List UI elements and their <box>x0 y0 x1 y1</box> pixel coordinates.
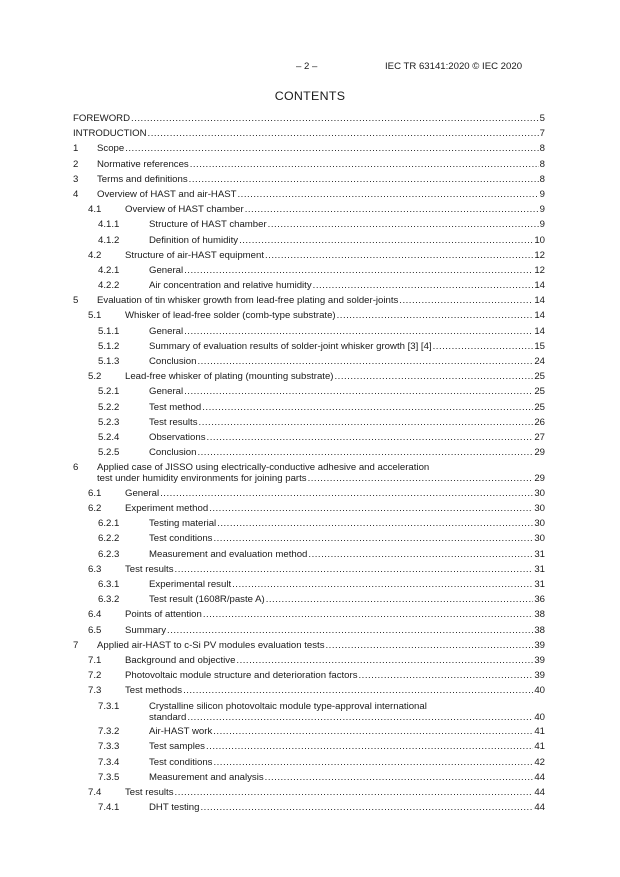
toc-entry[interactable] <box>73 533 545 548</box>
toc-entry-title: Summary <box>125 624 167 636</box>
toc-entry[interactable] <box>73 128 545 143</box>
toc-entry-number: 6.2.1 <box>98 518 120 530</box>
toc-entry[interactable] <box>73 417 545 432</box>
toc-entry[interactable] <box>73 113 545 128</box>
toc-entry-title: Measurement and evaluation method <box>149 548 308 560</box>
toc-entry-title: Overview of HAST and air-HAST <box>97 188 237 200</box>
dot-leader <box>213 757 533 768</box>
toc-entry-number: 4.1.2 <box>98 234 120 246</box>
toc-entry-number: 6.4 <box>88 609 102 621</box>
toc-entry-title: Air-HAST work <box>149 726 213 738</box>
toc-entry-number: 4.2 <box>88 249 102 261</box>
dot-leader <box>189 174 539 185</box>
toc-entry-page: 38 <box>534 609 545 621</box>
dot-leader <box>337 310 534 321</box>
toc-entry[interactable] <box>73 386 545 401</box>
toc-entry[interactable] <box>73 432 545 447</box>
toc-entry-number: 6.2 <box>88 503 102 515</box>
dot-leader <box>175 787 534 798</box>
toc-entry-number: 7.3.2 <box>98 726 120 738</box>
dot-leader <box>326 640 534 651</box>
toc-entry-number: 4.2.2 <box>98 280 120 292</box>
toc-entry-title: Background and objective <box>125 654 236 666</box>
toc-entry-title-line1: Applied case of JISSO using electrically-conductive adhesive and acceleration <box>97 462 430 474</box>
dot-leader <box>203 609 534 620</box>
toc-entry-number: 5.2.4 <box>98 431 120 443</box>
toc-entry-title: General <box>125 487 160 499</box>
toc-entry-page: 39 <box>534 670 545 682</box>
toc-entry[interactable] <box>73 462 545 488</box>
toc-entry-page: 41 <box>534 741 545 753</box>
toc-entry-number: 5.1.1 <box>98 325 120 337</box>
toc-entry[interactable] <box>73 741 545 756</box>
toc-entry-title: Points of attention <box>125 609 202 621</box>
toc-entry-title: Test results <box>125 563 174 575</box>
toc-entry-title: Test results <box>149 416 198 428</box>
toc-entry-title: Measurement and analysis <box>149 771 264 783</box>
document-reference: IEC TR 63141:2020 © IEC 2020 <box>385 61 523 72</box>
toc-entry[interactable] <box>73 757 545 772</box>
toc-entry[interactable] <box>73 670 545 685</box>
dot-leader <box>313 280 534 291</box>
toc-entry-page: 7 <box>539 128 545 140</box>
dot-leader <box>308 549 533 560</box>
dot-leader <box>199 417 534 428</box>
toc-entry-page: 44 <box>534 802 545 814</box>
toc-entry-page: 10 <box>534 234 545 246</box>
toc-entry[interactable] <box>73 640 545 655</box>
toc-entry-title: test under humidity environments for joining parts <box>97 473 307 485</box>
toc-entry[interactable] <box>73 579 545 594</box>
toc-entry[interactable] <box>73 250 545 265</box>
toc-entry-title: Test result (1608R/paste A) <box>149 594 265 606</box>
toc-entry-page: 5 <box>539 113 545 124</box>
toc-entry-title: Test method <box>149 401 202 413</box>
dot-leader <box>232 579 533 590</box>
toc-entry-number: 7.1 <box>88 654 102 666</box>
dot-leader <box>167 625 533 636</box>
dot-leader <box>209 503 533 514</box>
dot-leader <box>245 204 539 215</box>
toc-entry-title: Structure of air-HAST equipment <box>125 249 264 261</box>
toc-entry-page: 30 <box>534 487 545 499</box>
toc-entry-number: 5.2.2 <box>98 401 120 413</box>
toc-entry-page: 14 <box>534 295 545 307</box>
toc-entry-title: Lead-free whisker of plating (mounting substrate) <box>125 371 334 383</box>
toc-entry-title: Conclusion <box>149 356 197 367</box>
toc-entry-number: 6.3.1 <box>98 579 120 591</box>
toc-entry-number: 7.4.1 <box>98 802 120 814</box>
toc-entry-page: 15 <box>534 340 545 352</box>
toc-entry-page: 40 <box>534 685 545 697</box>
toc-entry-page: 14 <box>534 310 545 322</box>
dot-leader <box>184 326 533 337</box>
toc-entry-title: Test methods <box>125 685 183 697</box>
toc-entry-page: 42 <box>534 756 545 768</box>
toc-entry[interactable] <box>73 802 545 817</box>
toc-entry[interactable] <box>73 189 545 204</box>
table-of-contents <box>73 113 545 817</box>
toc-entry-number: 4 <box>73 188 79 200</box>
toc-entry-number: 7.3 <box>88 685 102 697</box>
toc-entry-title: Normative references <box>97 158 189 170</box>
toc-entry-title: Experimental result <box>149 579 232 591</box>
toc-entry-page: 38 <box>534 624 545 636</box>
toc-entry-title: Terms and definitions <box>97 173 188 185</box>
toc-entry[interactable] <box>73 655 545 670</box>
toc-entry-page: 31 <box>534 579 545 591</box>
toc-entry-number: 1 <box>73 143 79 155</box>
dot-leader <box>131 113 539 124</box>
toc-entry-page: 31 <box>534 563 545 575</box>
toc-entry-page: 27 <box>534 431 545 443</box>
toc-entry[interactable] <box>73 356 545 371</box>
toc-entry-title: Scope <box>97 143 125 155</box>
toc-entry-title: Photovoltaic module structure and deterioration factors <box>125 670 358 682</box>
dot-leader <box>148 128 539 139</box>
dot-leader <box>213 533 533 544</box>
toc-entry-number: 5.2.5 <box>98 447 120 459</box>
toc-entry-title: INTRODUCTION <box>73 128 147 140</box>
toc-entry-title: General <box>149 264 184 276</box>
toc-entry[interactable] <box>73 402 545 417</box>
toc-entry-title: Structure of HAST chamber <box>149 219 267 231</box>
toc-entry[interactable] <box>73 549 545 564</box>
toc-entry-number: 5 <box>73 295 79 307</box>
toc-entry-title: DHT testing <box>149 802 200 814</box>
toc-entry[interactable] <box>73 609 545 624</box>
toc-entry-number: 7 <box>73 639 79 651</box>
toc-entry-page: 41 <box>534 726 545 738</box>
toc-entry[interactable] <box>73 310 545 325</box>
toc-entry[interactable] <box>73 625 545 640</box>
toc-entry-title: Test results <box>125 786 174 798</box>
toc-entry[interactable] <box>73 295 545 310</box>
toc-entry-page: 30 <box>534 518 545 530</box>
toc-entry-number: 5.2 <box>88 371 102 383</box>
toc-entry[interactable] <box>73 701 545 727</box>
dot-leader <box>399 295 533 306</box>
dot-leader <box>197 447 533 458</box>
dot-leader <box>217 518 533 529</box>
toc-entry-title: Evaluation of tin whisker growth from lead-free plating and solder-joints <box>97 295 399 307</box>
toc-entry-title: General <box>149 325 184 337</box>
toc-entry-number: 6.5 <box>88 624 102 636</box>
toc-entry-number: 7.3.5 <box>98 771 120 783</box>
toc-entry-number: 5.2.1 <box>98 386 120 398</box>
toc-entry[interactable] <box>73 204 545 219</box>
dot-leader <box>160 488 533 499</box>
toc-entry-title: Observations <box>149 431 206 443</box>
toc-entry-page: 12 <box>534 249 545 261</box>
contents-title: CONTENTS <box>274 89 346 103</box>
toc-entry-page: 29 <box>534 447 545 459</box>
toc-entry-number: 6.2.2 <box>98 533 120 545</box>
toc-entry-number: 6.3.2 <box>98 594 120 606</box>
toc-entry-number: 4.1.1 <box>98 219 120 231</box>
toc-entry[interactable] <box>73 219 545 234</box>
dot-leader <box>265 772 534 783</box>
toc-entry-number: 4.2.1 <box>98 264 120 276</box>
dot-leader <box>183 685 533 696</box>
toc-entry-page: 30 <box>534 533 545 545</box>
toc-entry-title: Conclusion <box>149 447 197 459</box>
toc-entry-page: 29 <box>534 473 545 485</box>
dot-leader <box>175 564 534 575</box>
toc-entry-page: 30 <box>534 503 545 515</box>
toc-entry-page: 26 <box>534 416 545 428</box>
toc-entry[interactable] <box>73 594 545 609</box>
toc-entry-number: 7.3.1 <box>98 700 120 712</box>
toc-entry-number: 6.1 <box>88 487 102 499</box>
dot-leader <box>184 265 533 276</box>
dot-leader <box>266 594 534 605</box>
dot-leader <box>125 143 538 154</box>
toc-entry-page: 14 <box>534 280 545 292</box>
toc-entry-title: Applied air-HAST to c-Si PV modules evaluation tests <box>97 639 325 651</box>
toc-entry-number: 7.3.4 <box>98 756 120 768</box>
toc-entry[interactable] <box>73 341 545 356</box>
toc-entry-page: 8 <box>539 143 545 155</box>
dot-leader <box>239 235 533 246</box>
toc-entry[interactable] <box>73 503 545 518</box>
dot-leader <box>197 356 533 367</box>
toc-entry[interactable] <box>73 488 545 503</box>
dot-leader <box>268 219 539 230</box>
toc-entry-title: Definition of humidity <box>149 234 239 246</box>
toc-entry-number: 4.1 <box>88 204 102 216</box>
toc-entry-title-line1: Crystalline silicon photovoltaic module type-approval international <box>149 700 427 712</box>
dot-leader <box>200 802 533 813</box>
toc-entry-title: Test conditions <box>149 756 213 768</box>
toc-entry-page: 9 <box>539 204 545 216</box>
dot-leader <box>335 371 534 382</box>
toc-entry-title: FOREWORD <box>73 113 131 124</box>
toc-entry-number: 6 <box>73 462 79 474</box>
toc-entry[interactable] <box>73 564 545 579</box>
dot-leader <box>433 341 534 352</box>
toc-entry-title: Summary of evaluation results of solder-joint whisker growth [3] [4] <box>149 340 432 352</box>
toc-entry[interactable] <box>73 726 545 741</box>
toc-entry-number: 7.3.3 <box>98 741 120 753</box>
toc-entry-page: 25 <box>534 371 545 383</box>
toc-entry[interactable] <box>73 143 545 158</box>
toc-entry-page: 36 <box>534 594 545 606</box>
toc-entry-page: 25 <box>534 386 545 398</box>
toc-entry-title: Experiment method <box>125 503 209 515</box>
dot-leader <box>190 159 539 170</box>
toc-entry-number: 5.1 <box>88 310 102 322</box>
toc-entry-title: General <box>149 386 184 398</box>
dot-leader <box>213 726 533 737</box>
toc-entry[interactable] <box>73 685 545 700</box>
toc-entry-page: 44 <box>534 786 545 798</box>
toc-entry[interactable] <box>73 174 545 189</box>
toc-entry-page: 40 <box>534 711 545 723</box>
toc-entry-number: 5.2.3 <box>98 416 120 428</box>
toc-entry-title: Test samples <box>149 741 205 753</box>
toc-entry[interactable] <box>73 326 545 341</box>
dot-leader <box>265 250 533 261</box>
dot-leader <box>236 655 533 666</box>
dot-leader <box>206 741 533 752</box>
toc-entry-number: 6.2.3 <box>98 548 120 560</box>
toc-entry-number: 7.2 <box>88 670 102 682</box>
page-number: – 2 – <box>296 61 318 72</box>
toc-entry[interactable] <box>73 518 545 533</box>
toc-entry-number: 5.1.3 <box>98 356 120 367</box>
toc-entry[interactable] <box>73 235 545 250</box>
toc-entry-page: 39 <box>534 639 545 651</box>
dot-leader <box>184 386 533 397</box>
dot-leader <box>308 473 534 484</box>
dot-leader <box>359 670 534 681</box>
toc-entry-title: Air concentration and relative humidity <box>149 280 312 292</box>
toc-entry-number: 5.1.2 <box>98 340 120 352</box>
toc-entry-number: 7.4 <box>88 786 102 798</box>
toc-entry-number: 6.3 <box>88 563 102 575</box>
toc-entry[interactable] <box>73 371 545 386</box>
toc-entry-page: 12 <box>534 264 545 276</box>
toc-entry-page: 9 <box>539 219 545 231</box>
toc-entry-page: 9 <box>539 188 545 200</box>
toc-entry-title: Overview of HAST chamber <box>125 204 244 216</box>
toc-entry[interactable] <box>73 265 545 280</box>
toc-entry-page: 31 <box>534 548 545 560</box>
toc-entry-page: 14 <box>534 325 545 337</box>
toc-entry[interactable] <box>73 447 545 462</box>
toc-entry[interactable] <box>73 772 545 787</box>
toc-entry-page: 25 <box>534 401 545 413</box>
toc-entry-page: 44 <box>534 771 545 783</box>
toc-entry-page: 8 <box>539 158 545 170</box>
dot-leader <box>238 189 539 200</box>
toc-entry-number: 3 <box>73 173 79 185</box>
dot-leader <box>187 712 533 723</box>
toc-entry-title: standard <box>149 711 187 723</box>
toc-entry[interactable] <box>73 159 545 174</box>
toc-entry-page: 24 <box>534 356 545 367</box>
dot-leader <box>207 432 534 443</box>
toc-entry-number: 2 <box>73 158 79 170</box>
dot-leader <box>202 402 533 413</box>
toc-entry-title: Testing material <box>149 518 217 530</box>
toc-entry-page: 39 <box>534 654 545 666</box>
toc-entry[interactable] <box>73 280 545 295</box>
toc-entry-title: Test conditions <box>149 533 213 545</box>
toc-entry[interactable] <box>73 787 545 802</box>
toc-entry-title: Whisker of lead-free solder (comb-type substrate) <box>125 310 336 322</box>
toc-entry-page: 8 <box>539 173 545 185</box>
